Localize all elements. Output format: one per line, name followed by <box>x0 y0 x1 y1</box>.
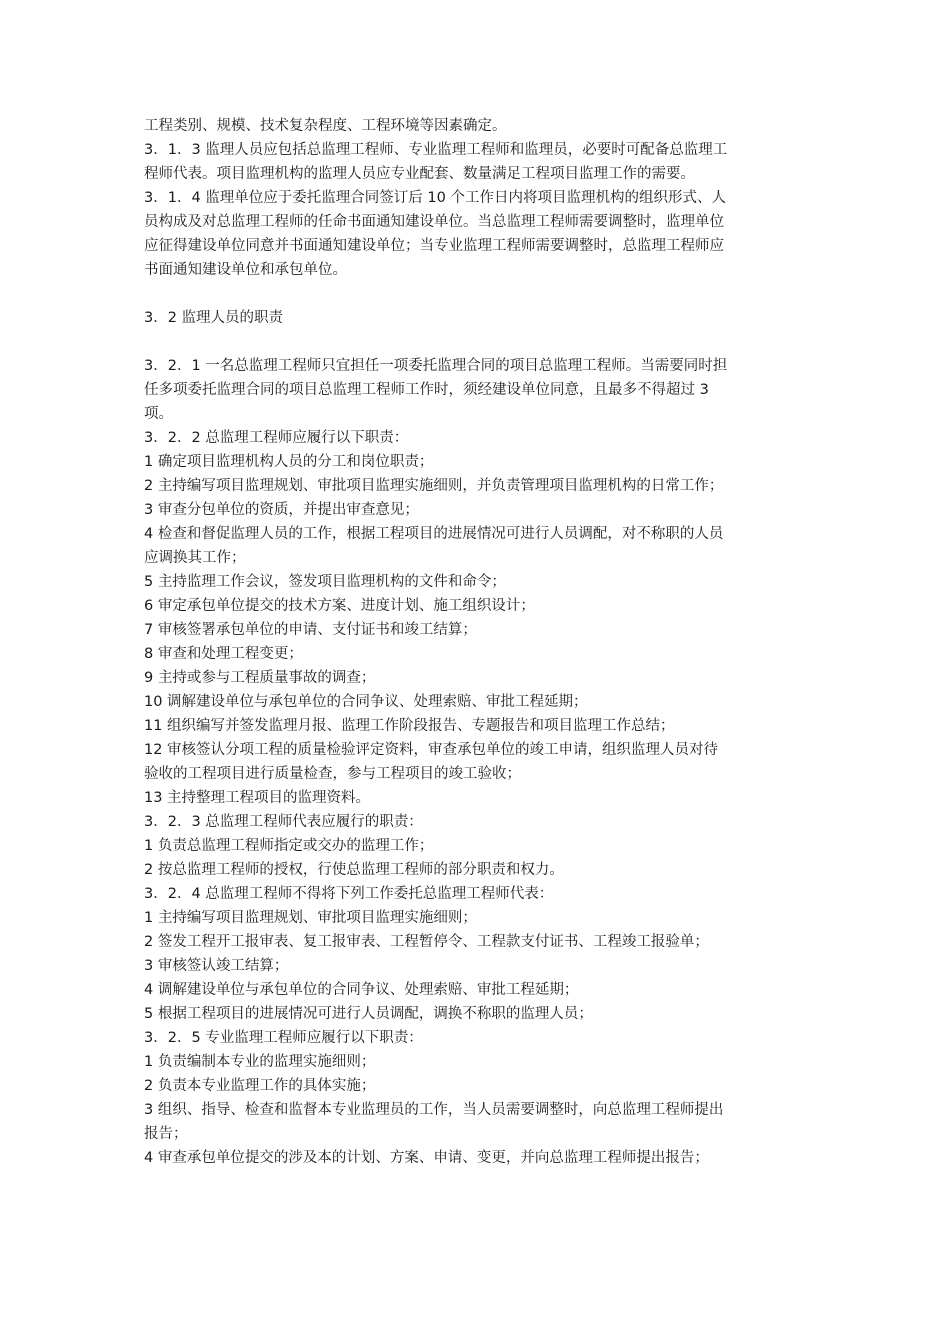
text-line: 3．1．3 监理人员应包括总监理工程师、专业监理工程师和监理员，必要时可配备总监理工 <box>144 142 728 158</box>
text-line: 5 主持监理工作会议，签发项目监理机构的文件和命令； <box>144 574 506 590</box>
text-line: 3．2．1 一名总监理工程师只宜担任一项委托监理合同的项目总监理工程师。当需要同时担 <box>144 358 728 374</box>
text-line: 3．2．3 总监理工程师代表应履行的职责： <box>144 814 423 830</box>
text-line: 应调换其工作； <box>144 550 246 566</box>
text-line: 3．2 监理人员的职责 <box>144 310 284 326</box>
text-line: 2 负责本专业监理工作的具体实施； <box>144 1078 376 1094</box>
text-line: 1 主持编写项目监理规划、审批项目监理实施细则； <box>144 910 477 926</box>
text-line: 6 审定承包单位提交的技术方案、进度计划、施工组织设计； <box>144 598 535 614</box>
text-line: 4 审查承包单位提交的涉及本的计划、方案、申请、变更，并向总监理工程师提出报告； <box>144 1150 709 1166</box>
text-line: 4 检查和督促监理人员的工作，根据工程项目的进展情况可进行人员调配，对不称职的人员 <box>144 526 724 542</box>
text-line: 报告； <box>144 1126 188 1142</box>
blank-line <box>144 330 810 354</box>
text-line: 5 根据工程项目的进展情况可进行人员调配，调换不称职的监理人员； <box>144 1006 593 1022</box>
text-line: 12 审核签认分项工程的质量检验评定资料，审查承包单位的竣工申请，组织监理人员对待 <box>144 742 719 758</box>
text-line: 9 主持或参与工程质量事故的调查； <box>144 670 376 686</box>
text-line: 员构成及对总监理工程师的任命书面通知建设单位。当总监理工程师需要调整时，监理单位 <box>144 214 724 230</box>
text-line: 3．2．2 总监理工程师应履行以下职责： <box>144 430 409 446</box>
text-line: 1 确定项目监理机构人员的分工和岗位职责； <box>144 454 434 470</box>
text-line: 3．2．4 总监理工程师不得将下列工作委托总监理工程师代表： <box>144 886 554 902</box>
text-line: 3 审查分包单位的资质，并提出审查意见； <box>144 502 419 518</box>
text-line: 程师代表。项目监理机构的监理人员应专业配套、数量满足工程项目监理工作的需要。 <box>144 166 695 182</box>
text-line: 2 按总监理工程师的授权，行使总监理工程师的部分职责和权力。 <box>144 862 564 878</box>
text-line: 3．2．5 专业监理工程师应履行以下职责： <box>144 1030 423 1046</box>
text-line: 3 组织、指导、检查和监督本专业监理员的工作，当人员需要调整时，向总监理工程师提出 <box>144 1102 724 1118</box>
text-line: 1 负责编制本专业的监理实施细则； <box>144 1054 376 1070</box>
text-line: 8 审查和处理工程变更； <box>144 646 303 662</box>
text-line: 3．1．4 监理单位应于委托监理合同签订后 10 个工作日内将项目监理机构的组织形式、人 <box>144 190 726 206</box>
text-line: 项。 <box>144 406 173 422</box>
text-line: 应征得建设单位同意并书面通知建设单位；当专业监理工程师需要调整时，总监理工程师应 <box>144 238 724 254</box>
text-line: 2 主持编写项目监理规划、审批项目监理实施细则，并负责管理项目监理机构的日常工作； <box>144 478 724 494</box>
text-line: 4 调解建设单位与承包单位的合同争议、处理索赔、审批工程延期； <box>144 982 579 998</box>
text-line: 验收的工程项目进行质量检查，参与工程项目的竣工验收； <box>144 766 521 782</box>
text-line: 7 审核签署承包单位的申请、支付证书和竣工结算； <box>144 622 477 638</box>
text-line: 工程类别、规模、技术复杂程度、工程环境等因素确定。 <box>144 118 507 134</box>
text-line: 任多项委托监理合同的项目总监理工程师工作时，须经建设单位同意，且最多不得超过 3 <box>144 382 709 398</box>
text-line: 3 审核签认竣工结算； <box>144 958 289 974</box>
blank-line <box>144 282 810 306</box>
text-line: 书面通知建设单位和承包单位。 <box>144 262 347 278</box>
text-line: 1 负责总监理工程师指定或交办的监理工作； <box>144 838 434 854</box>
text-line: 10 调解建设单位与承包单位的合同争议、处理索赔、审批工程延期； <box>144 694 588 710</box>
text-line: 13 主持整理工程项目的监理资料。 <box>144 790 371 806</box>
text-line: 11 组织编写并签发监理月报、监理工作阶段报告、专题报告和项目监理工作总结； <box>144 718 675 734</box>
text-line: 2 签发工程开工报审表、复工报审表、工程暂停令、工程款支付证书、工程竣工报验单； <box>144 934 709 950</box>
